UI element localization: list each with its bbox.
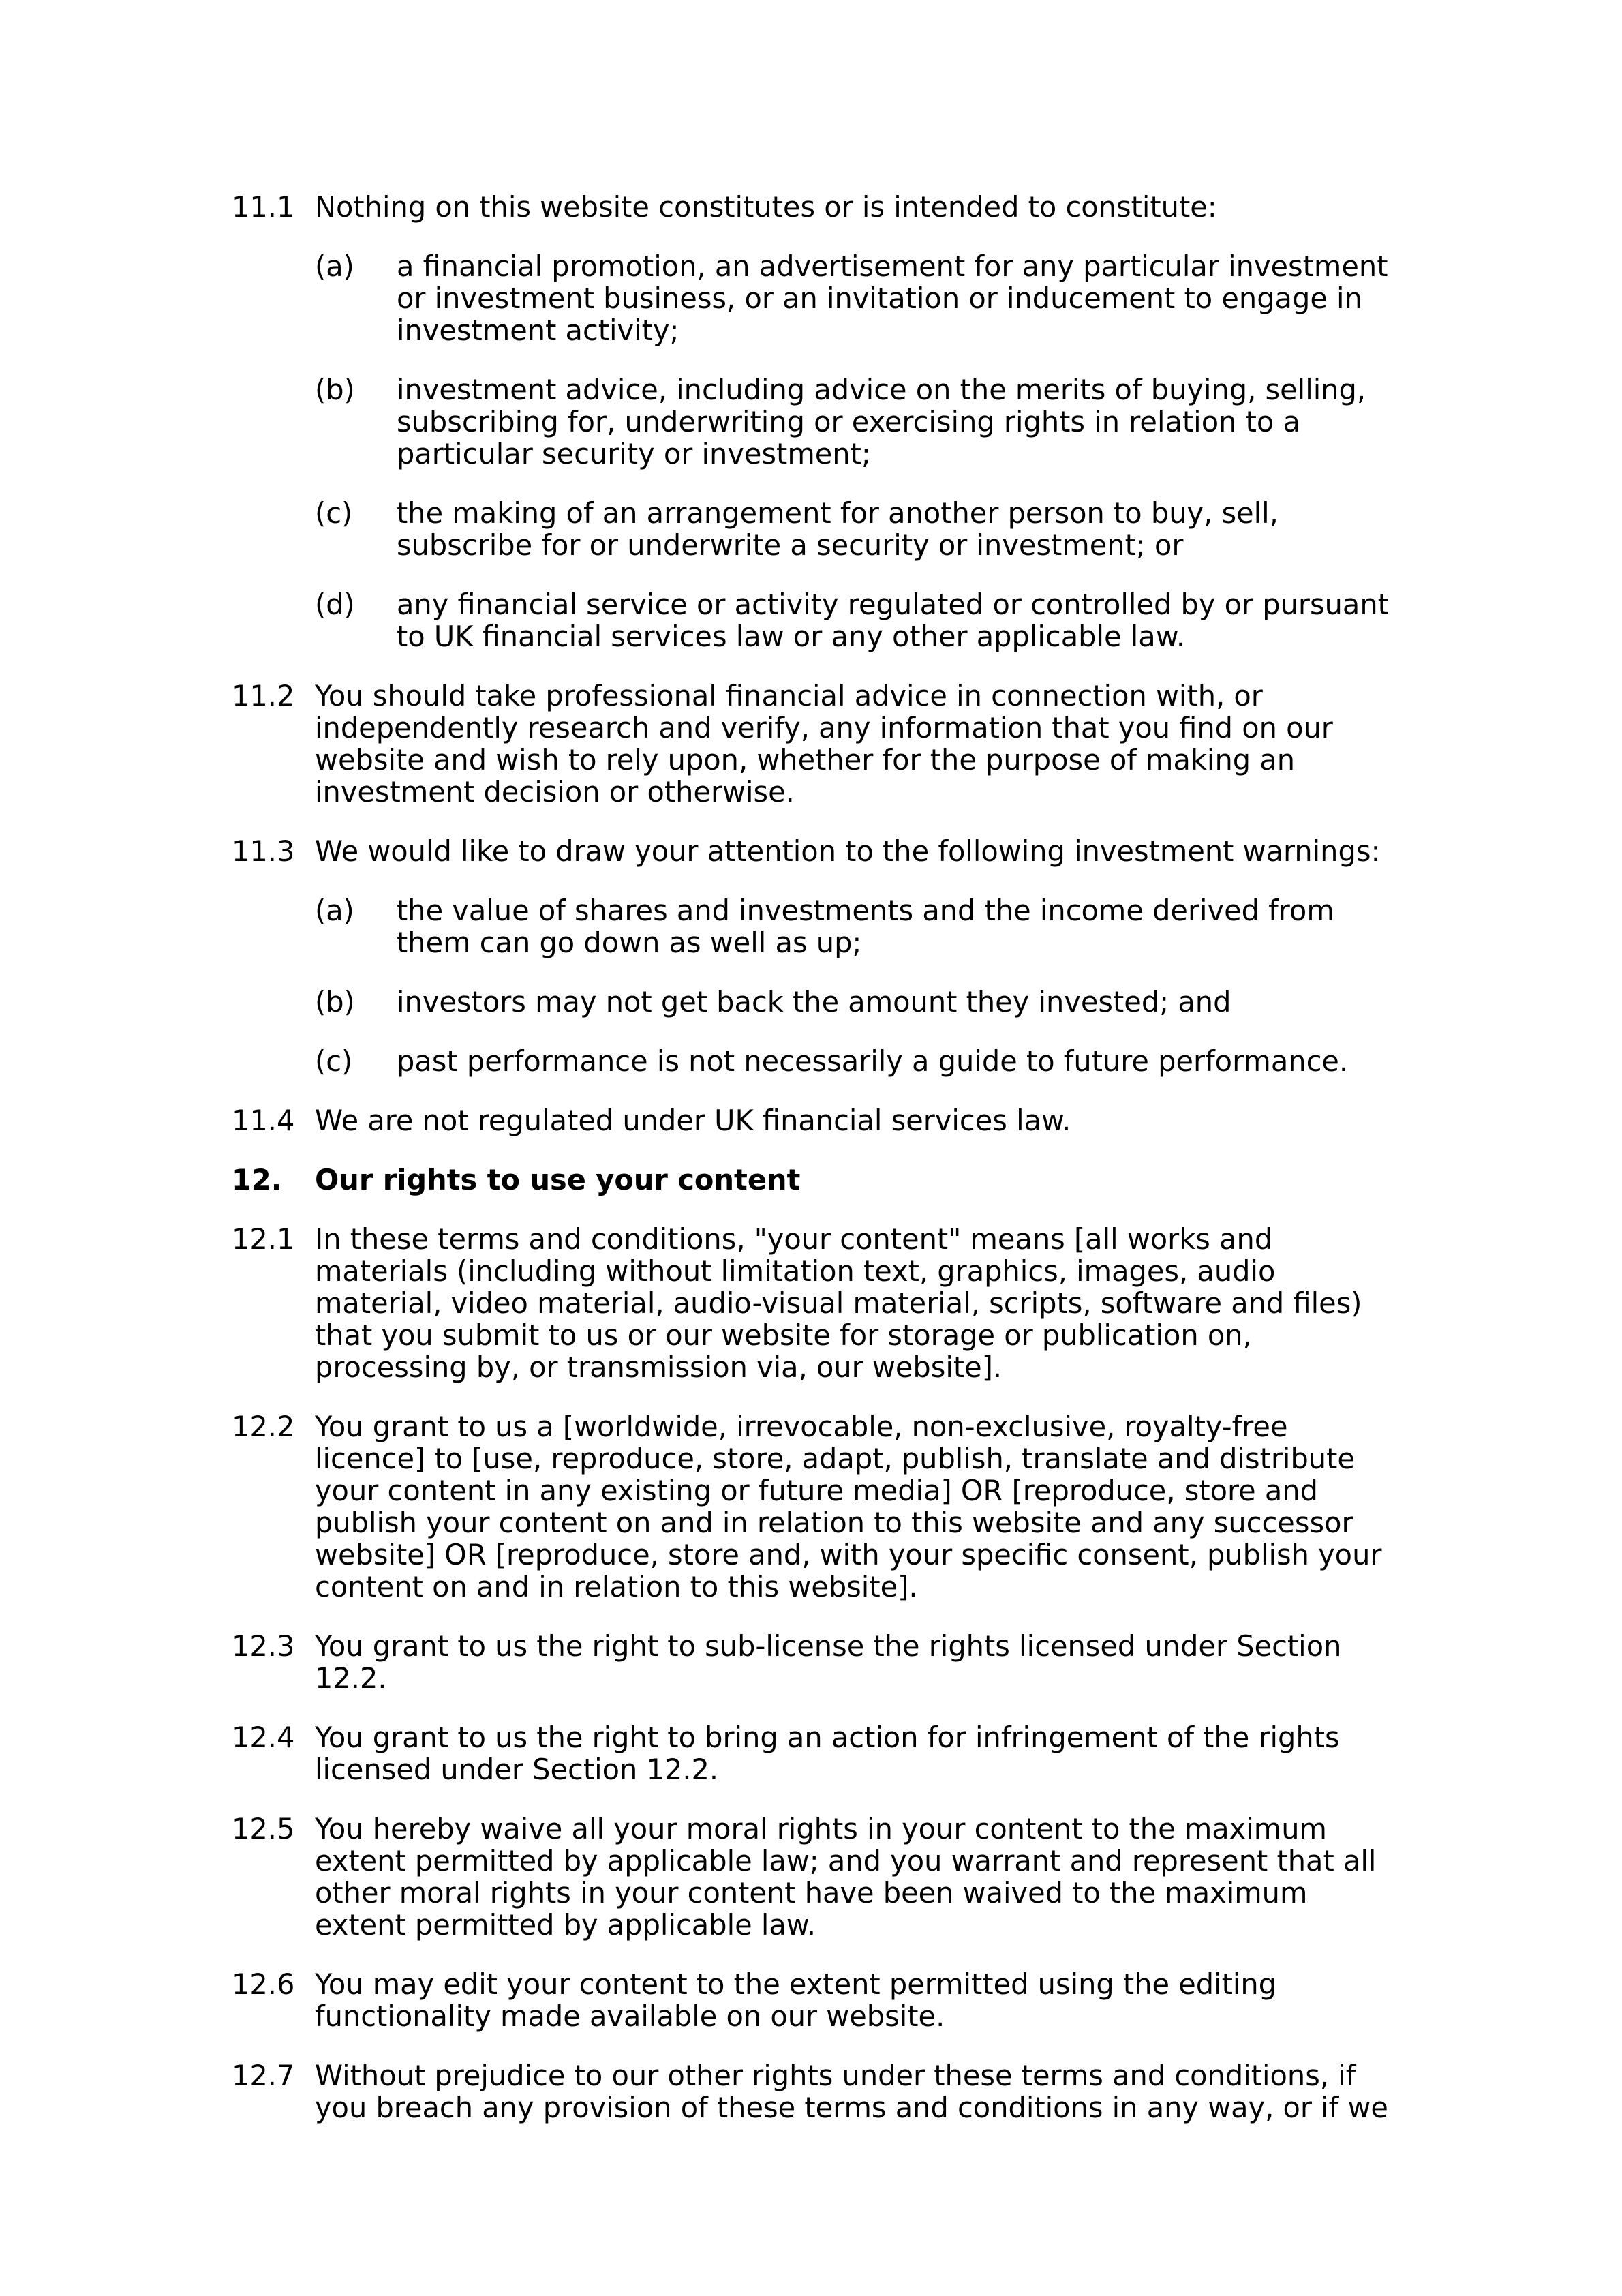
clause-11-1-b — [0, 374, 1622, 470]
clause-text: Without prejudice to our other rights under these terms and conditions, if you breach any provision of these terms and conditions in any way, or if we — [315, 2059, 1388, 2124]
section-number: 12. — [232, 1163, 282, 1196]
clause-text: You grant to us the right to sub-license the rights licensed under Section 12.2. — [315, 1629, 1342, 1695]
clause-number: 12.1 — [232, 1222, 295, 1256]
clause-number: 12.2 — [232, 1410, 295, 1443]
clause-text: You hereby waive all your moral rights in your content to the maximum extent permitted by applicable law; and you warrant and represent that all other moral rights in your content have been waived to the maximum extent permitted by applicable law. — [315, 1812, 1377, 1942]
clause-12-5 — [0, 1813, 1622, 1941]
clause-number: 11.4 — [232, 1104, 295, 1137]
clause-text: You should take professional financial advice in connection with, or independently research and verify, any information that you find on our website and wish to rely upon, whether for the purpose of making an investment decision or otherwise. — [315, 679, 1333, 809]
clause-11-4 — [0, 1104, 1622, 1136]
clause-12-1 — [0, 1223, 1622, 1383]
clause-text: In these terms and conditions, "your content" means [all works and materials (including without limitation text, graphics, images, audio material, video material, audio-visual material, scripts, software and files) that you submit to us or our website for storage or publication on, processing by, or transmission via, our website]. — [315, 1222, 1362, 1384]
clause-number: 12.6 — [232, 1967, 295, 2001]
clause-number: (a) — [315, 250, 354, 283]
clause-text: You grant to us the right to bring an action for infringement of the rights licensed under Section 12.2. — [315, 1721, 1340, 1786]
clause-11-1-c — [0, 497, 1622, 561]
clause-11-2 — [0, 680, 1622, 808]
clause-number: 12.4 — [232, 1721, 295, 1754]
clause-12-2 — [0, 1410, 1622, 1603]
clause-number: (b) — [315, 985, 355, 1018]
clause-text: We would like to draw your attention to the following investment warnings: — [315, 834, 1381, 868]
clause-text: investment advice, including advice on the merits of buying, selling, subscribing for, underwriting or exercising rights in relation to a particular security or investment; — [397, 373, 1366, 470]
clause-text: You may edit your content to the extent permitted using the editing functionality made available on our website. — [315, 1967, 1277, 2033]
clause-11-3-c — [0, 1045, 1622, 1077]
clause-text: the value of shares and investments and the income derived from them can go down as well as up; — [397, 894, 1334, 959]
clause-text: a financial promotion, an advertisement for any particular investment or investment business, or an invitation or inducement to engage in investment activity; — [397, 250, 1388, 347]
clause-11-3-b — [0, 986, 1622, 1018]
clause-number: (b) — [315, 373, 355, 406]
clause-11-1 — [0, 191, 1622, 223]
clause-number: 12.3 — [232, 1629, 295, 1663]
clause-number: 12.7 — [232, 2059, 295, 2092]
clause-number: (c) — [315, 1044, 353, 1078]
clause-text: You grant to us a [worldwide, irrevocable, non-exclusive, royalty-free licence] to [use, reproduce, store, adapt, publish, translate and distribute your content in any existing or future media] OR [reproduce, store and publish your content on and in relation to this website and any successor website] OR [reproduce, store and, with your specific consent, publish your content on and in relation to this website]. — [315, 1410, 1382, 1603]
clause-11-1-d — [0, 588, 1622, 652]
clause-12-7 — [0, 2059, 1622, 2124]
clause-number: 11.2 — [232, 679, 295, 712]
clause-12-4 — [0, 1721, 1622, 1785]
clause-number: (a) — [315, 894, 354, 927]
clause-number: 11.3 — [232, 834, 295, 868]
clause-12-6 — [0, 1968, 1622, 2032]
section-title: Our rights to use your content — [315, 1163, 801, 1196]
clause-text: any financial service or activity regulated or controlled by or pursuant to UK financial services law or any other applicable law. — [397, 588, 1389, 653]
clause-text: the making of an arrangement for another person to buy, sell, subscribe for or underwrite a security or investment; or — [397, 496, 1279, 562]
clause-number: 12.5 — [232, 1812, 295, 1845]
clause-number: (d) — [315, 588, 355, 621]
clause-text: investors may not get back the amount they invested; and — [397, 985, 1231, 1018]
section-heading-12 — [0, 1164, 1622, 1196]
clause-11-3 — [0, 835, 1622, 867]
clause-text: We are not regulated under UK financial services law. — [315, 1104, 1071, 1137]
clause-text: past performance is not necessarily a guide to future performance. — [397, 1044, 1349, 1078]
clause-11-3-a — [0, 894, 1622, 958]
clause-number: 11.1 — [232, 190, 295, 224]
clause-11-1-a — [0, 250, 1622, 346]
clause-number: (c) — [315, 496, 353, 530]
clause-text: Nothing on this website constitutes or is intended to constitute: — [315, 190, 1217, 224]
clause-12-3 — [0, 1630, 1622, 1694]
